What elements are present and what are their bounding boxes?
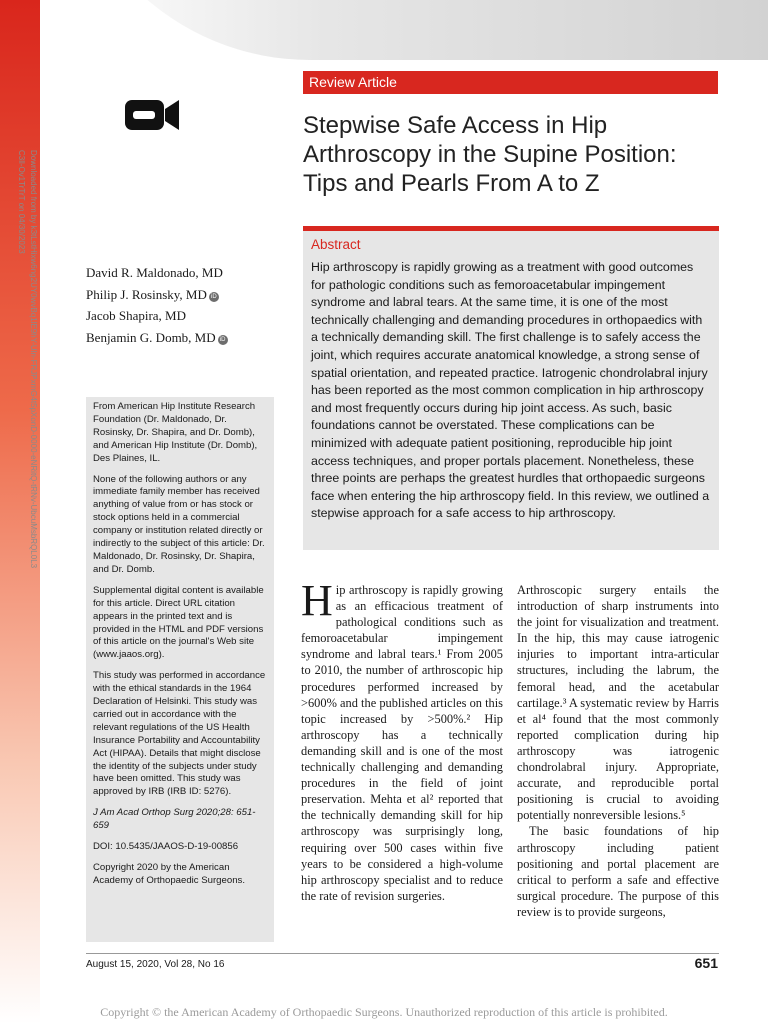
disclosure-text: None of the following authors or any immediate family member has received anything of value from or has stock or stock options held in a commercial company or institution related directly or indirectly to the subject of this article: Dr. Maldonado, Dr. Rosinsky, Dr. Shapira, and Dr. Domb. bbox=[93, 473, 265, 575]
author-list bbox=[86, 262, 286, 348]
author-item: Jacob Shapira, MD bbox=[86, 308, 187, 323]
copyright-notice: Copyright © the American Academy of Orthopaedic Surgeons. Unauthorized reproduction of this article is prohibited. bbox=[100, 1005, 668, 1019]
abstract-box bbox=[303, 226, 719, 550]
orcid-icon[interactable]: iD bbox=[218, 335, 228, 345]
video-camera-icon bbox=[124, 96, 180, 134]
author-item: Philip J. Rosinsky, MD iD bbox=[86, 284, 286, 306]
page-number: 651 bbox=[694, 955, 718, 971]
orcid-icon[interactable]: iD bbox=[209, 292, 219, 302]
body-column-right bbox=[517, 582, 719, 920]
doi-text: DOI: 10.5435/JAAOS-D-19-00856 bbox=[93, 841, 239, 853]
drop-cap: H bbox=[301, 576, 333, 625]
footer-divider bbox=[86, 953, 719, 954]
abstract-text: Hip arthroscopy is rapidly growing as a treatment with good outcomes for pathologic conditions such as femoroacetabular impingement syndrome and labral tears. At the same time, it is one of the most technically challenging and demanding procedures in orthopaedics with a technically demanding skill. The first challenge is to safely access the joint, which requires accurate anatomical knowledge, a strong sense of spatial orientation, and repeated practice. Iatrogenic chondrolabral injury has been reported as the most common complication in hip arthroscopy and most frequently occurs during hip joint access. As such, basic foundations cannot be overstated. These complications can be minimized with adequate patient positioning, reproducible hip joint access techniques, and proper portals placement. Nonetheless, these three points are perhaps the greatest hurdles that orthopaedic surgeons face when entering the hip arthroscopy field. In this review, we outlined a stepwise approach for a safe access to hip arthroscopy. bbox=[311, 260, 710, 521]
body-paragraph: The basic foundations of hip arthroscopy including patient positioning and portal placement are critical to perform a safe and effective surgical procedure. The purpose of this review is to provide surgeons, bbox=[517, 824, 719, 919]
article-type-label: Review Article bbox=[303, 71, 718, 94]
issue-info: August 15, 2020, Vol 28, No 16 bbox=[86, 959, 225, 970]
body-paragraph: Hip arthroscopy is rapidly growing as an efficacious treatment of pathological conditions such as femoroacetabular impingement syndrome and labral tears.¹ From 2005 to 2010, the number of arthroscopic hip procedures performed increased by >600% and the published articles on this topic increased by >500%.² Hip arthroscopy has a technically demanding skill and is one of the most technically challenging and demanding procedures in the field of joint preservation. Mehta et al² reported that the technically demanding skill for hip arthroscopy was surprisingly long, requiring over 500 cases within five years to be considered a high-volume hip arthroscopy specialist and to reduce the rate of revision surgeries. bbox=[301, 576, 503, 903]
journal-citation: J Am Acad Orthop Surg 2020;28: 651-659 bbox=[93, 807, 256, 832]
author-item: David R. Maldonado, MD bbox=[86, 265, 223, 280]
affiliation-text: From American Hip Institute Research Foundation (Dr. Maldonado, Dr. Rosinsky, Dr. Shapira, and Dr. Domb), and American Hip Institute (Dr. Domb), Des Plaines, IL. bbox=[93, 401, 258, 464]
abstract-heading: Abstract bbox=[311, 237, 361, 252]
author-item: Benjamin G. Domb, MD iD bbox=[86, 327, 286, 349]
ethics-text: This study was performed in accordance with the ethical standards in the 1964 Declaration of Helsinki. This study was carried out in accordance with the relevant regulations of the US Health Insurance Portability and Accountability Act (HIPAA). Details that might disclose the identity of the subjects under study have been omitted. This study was approved by IRB (IRB ID: 5276). bbox=[93, 670, 266, 798]
supplemental-text: Supplemental digital content is available for this article. Direct URL citation appears in the printed text and is provided in the HTML and PDF versions of this article on the journal's Web site (www.jaaos.org). bbox=[93, 584, 264, 661]
header-decoration bbox=[0, 0, 768, 60]
copyright-text: Copyright 2020 by the American Academy of Orthopaedic Surgeons. bbox=[93, 862, 245, 886]
download-date-note: C3ll-Ov1TrTrT on 04/30/2023 bbox=[17, 150, 26, 254]
body-column-left bbox=[301, 576, 503, 904]
article-info-sidebar bbox=[86, 397, 274, 942]
download-note: Downloaded from by k3tLstHixw6ng2UY0wvBq1lE9hY-Uln-FRJPxmG4t5pXonD-0000-eNRitQ-tRNv-UbcuMsbRQL0L3 bbox=[29, 150, 38, 569]
body-paragraph: Arthroscopic surgery entails the introduction of sharp instruments into the joint for visualization and treatment. In the hip, this may cause iatrogenic injuries to important intra-articular structures, including the labrum, the femoral head, and the acetabular cartilage.³ A systematic review by Harris et al⁴ found that the most commonly reported complication during hip arthroscopy was iatrogenic chondrolabral injury. Appropriate, accurate, and reproducible portal positioning is crucial to avoiding potentially nonreversible lesions.⁵ bbox=[517, 583, 719, 823]
article-title: Stepwise Safe Access in Hip Arthroscopy in the Supine Position: Tips and Pearls From A to Z bbox=[303, 112, 677, 197]
